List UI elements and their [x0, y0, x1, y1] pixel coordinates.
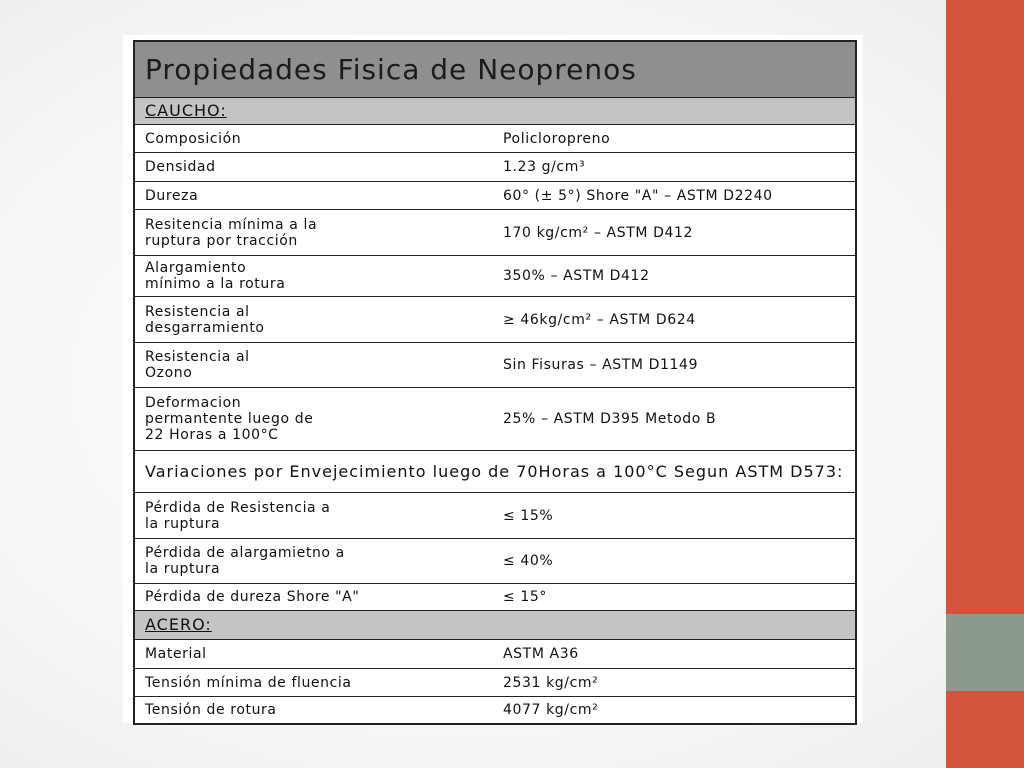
property-label: Dureza — [145, 187, 199, 204]
property-label: Alargamiento mínimo a la rotura — [145, 260, 286, 292]
property-value: 60° (± 5°) Shore "A" – ASTM D2240 — [503, 187, 773, 204]
property-value: 4077 kg/cm² — [503, 702, 599, 718]
section-acero-row — [135, 610, 855, 639]
table-row — [135, 387, 855, 450]
table-row — [135, 639, 855, 668]
property-label: Tensión de rotura — [145, 702, 277, 718]
property-value: Policloropreno — [503, 130, 611, 147]
property-value: ≤ 15% — [503, 507, 554, 524]
properties-table — [133, 40, 857, 725]
property-value: 350% – ASTM D412 — [503, 268, 650, 284]
section-caucho-row — [135, 97, 855, 124]
property-label: Pérdida de dureza Shore "A" — [145, 589, 360, 605]
table-row — [135, 342, 855, 387]
table-row — [135, 209, 855, 255]
table-title: Propiedades Fisica de Neoprenos — [145, 52, 637, 86]
aging-heading: Variaciones por Envejecimiento luego de 70Horas a 100°C Segun ASTM D573: — [145, 461, 844, 481]
table-row — [135, 696, 855, 723]
property-label: Resistencia al Ozono — [145, 349, 250, 381]
table-row — [135, 583, 855, 610]
property-value: ≥ 46kg/cm² – ASTM D624 — [503, 311, 696, 328]
property-label: Material — [145, 646, 207, 662]
property-label: Composición — [145, 130, 242, 147]
table-row — [135, 492, 855, 538]
property-label: Deformacion permantente luego de 22 Horas a 100°C — [145, 395, 314, 443]
drawing-sheet — [123, 35, 863, 723]
table-row — [135, 124, 855, 152]
table-row — [135, 181, 855, 209]
property-value: 170 kg/cm² – ASTM D412 — [503, 224, 693, 241]
property-value: ≤ 15° — [503, 589, 547, 605]
property-value: ASTM A36 — [503, 646, 579, 662]
side-accent-block — [946, 614, 1024, 691]
table-row — [135, 152, 855, 181]
property-label: Resistencia al desgarramiento — [145, 303, 265, 336]
property-label: Pérdida de alargamietno a la ruptura — [145, 545, 345, 577]
property-label: Pérdida de Resistencia a la ruptura — [145, 499, 331, 532]
table-row — [135, 668, 855, 696]
section-heading-acero: ACERO: — [145, 615, 212, 634]
table-row — [135, 255, 855, 296]
property-value: ≤ 40% — [503, 553, 554, 569]
table-row — [135, 296, 855, 342]
table-row — [135, 538, 855, 583]
aging-heading-row — [135, 450, 855, 492]
property-value: 25% – ASTM D395 Metodo B — [503, 411, 717, 427]
table-title-row — [135, 42, 855, 97]
property-label: Densidad — [145, 159, 216, 175]
property-label: Tensión mínima de fluencia — [145, 674, 352, 691]
section-heading-caucho: CAUCHO: — [145, 101, 227, 120]
property-label: Resitencia mínima a la ruptura por tracción — [145, 216, 318, 249]
property-value: 1.23 g/cm³ — [503, 159, 586, 175]
property-value: 2531 kg/cm² — [503, 674, 599, 691]
property-value: Sin Fisuras – ASTM D1149 — [503, 357, 699, 373]
